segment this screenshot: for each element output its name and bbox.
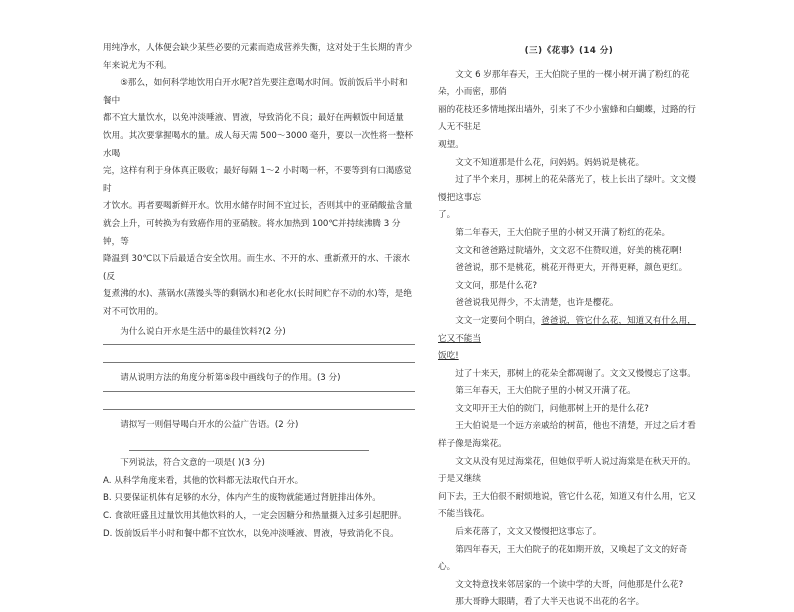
option-d[interactable] [103,526,415,544]
option-c[interactable] [103,508,415,526]
story-text: 文文 6 岁那年春天，王大伯院子里的一棵小树开满了粉红的花朵，小而密，那俏 [438,69,690,98]
option-text: 从科学角度来看，其他的饮料都无法取代白开水。 [114,475,304,486]
paragraph-5-line: 复煮沸的水)、蒸锅水(蒸馒头等的剩锅水)和老化水(长时间贮存不动的水)等，是绝 [103,289,412,300]
story-line [438,454,700,489]
story-line [438,155,700,173]
option-a[interactable] [103,473,415,491]
story-text: 爸爸说，那不是桃花，桃花开得更大，开得更释，颜色更红。 [455,263,688,274]
paragraph-5-line: 降温到 30℃以下后最适合安全饮用。而生水、不开的水、重新煮开的水、千滚水(反 [103,254,410,282]
story-line [438,313,700,348]
story-text: 后来花落了，文文又慢慢把这事忘了。 [455,527,602,538]
story-line [438,260,700,278]
story-text: 文文一定要问个明白， [455,315,542,326]
story-line [438,67,700,102]
paragraph-5-line: ⑤那么，如何科学地饮用白开水呢?首先要注意喝水时间。饭前饭后半小时和餐中 [103,78,408,106]
question-3: 请拟写一则倡导喝白开水的公益广告语。(2 分) [120,419,299,430]
option-label: D. [103,528,113,539]
story-line [438,418,700,453]
underlined-sentence: 饭吃! [438,351,459,362]
story-text: 文文和爸爸路过院墙外，文文忍不住赞叹道，好美的桃花啊! [455,245,683,256]
paragraph-5-line: 才饮水。再者要喝新鲜开水。饮用水储存时间不宜过长，否则其中的亚硝酸盐含量 [103,201,413,212]
question-4: 下列说法，符合文意的一项是( )(3 分) [120,458,265,469]
story-text: 文文不知道那是什么花，问妈妈。妈妈说是桃花。 [455,157,645,168]
story-line [438,348,700,366]
story-text: 观望。 [438,139,464,150]
story-text: 文文从没有见过海棠花，但她似乎听人说过海棠是在秋天开的。于是又继续 [438,456,696,485]
paragraph-5 [103,75,415,321]
story-line [438,383,700,401]
story-line [438,524,700,542]
story-line [438,102,700,137]
story-line [438,577,700,595]
paragraph-5-line: 完，这样有利于身体真正吸收；最好每隔 1～2 小时喝一杯，不要等到有口渴感觉时 [103,166,412,194]
right-column [438,40,700,612]
story-line [438,243,700,261]
story-text: 丽的花枝还多情地探出墙外，引来了不少小蜜蜂和白蝴蝶，过路的行人无不驻足 [438,104,696,133]
passage-continuation-line-2: 年来说尤为不利。 [103,60,172,71]
story-text: 第二年春天，王大伯院子里的小树又开满了粉红的花朵。 [455,227,671,238]
option-text: 饭前饭后半小时和餐中都不宜饮水，以免冲淡唾液、胃液，导致消化不良。 [115,528,399,539]
story-text: 过了半个来月，那树上的花朵落光了，枝上长出了绿叶。文文慢慢把这事忘 [438,175,696,203]
story-line [438,225,700,243]
paragraph-5-line: 都不宜大量饮水，以免冲淡唾液、胃液，导致消化不良；最好在两顿饭中间适量 [103,113,404,124]
left-column [103,40,415,543]
story-passage [438,67,700,612]
answer-line[interactable] [103,391,415,392]
story-text: 问下去，王大伯很不耐烦地说，管它什么花，知道又有什么用，它又不能当钱花。 [438,491,696,520]
question-1: 为什么说白开水是生活中的最佳饮料?(2 分) [120,326,286,337]
answer-line[interactable] [103,409,415,410]
paragraph-5-line: 就会上升，可转换为有致癌作用的亚硝胺。将水加热到 100℃并持续沸腾 3 分钟，等 [103,218,401,247]
story-text: 王大伯说是一个远方亲戚给的树苗，他也不清楚，开过之后才看样子像是海棠花。 [438,421,696,450]
option-label: A. [103,475,112,486]
story-text: 文文叩开王大伯的院门，问他那树上开的是什么花? [455,403,649,414]
option-text: 食欲旺盛且过量饮用其他饮料的人，一定会因糖分和热量摄入过多引起肥胖。 [114,511,407,522]
story-text: 第三年春天，王大伯院子里的小树又开满了花。 [455,386,636,397]
answer-line[interactable] [129,450,369,451]
story-text: 文文问，那是什么花? [455,280,538,291]
answer-line[interactable] [103,344,415,345]
story-line [438,594,700,612]
answer-line[interactable] [103,362,415,363]
story-text: 了。 [438,210,456,221]
story-line [438,278,700,296]
story-line [438,542,700,577]
story-line [438,207,700,225]
story-text: 第四年春天，王大伯院子的花如期开放，又唤起了文文的好奇心。 [438,544,688,573]
option-b[interactable] [103,490,415,508]
story-line [438,137,700,155]
option-label: C. [103,511,112,522]
paragraph-5-line: 对不可饮用的。 [103,306,164,317]
story-line [438,172,700,207]
story-line [438,366,700,384]
question-2: 请从说明方法的角度分析第⑤段中画线句子的作用。(3 分) [120,373,341,384]
option-label: B. [103,493,112,504]
story-text: 文文特意找来邻居家的一个读中学的大哥，问他那是什么花? [455,579,684,590]
section-title: (三)《花事》(14 分) [524,46,614,56]
underlined-sentence: 爸爸说，管它什么花，知道又有什么用，它又不能当 [438,315,696,344]
story-text: 那大哥睁大眼睛，看了大半天也说不出花的名字。 [455,597,645,608]
passage-continuation-line-1: 用纯净水，人体便会缺少某些必要的元素而造成营养失衡，这对处于生长期的青少 [103,43,413,53]
story-line [438,295,700,313]
options-list [103,473,415,543]
paragraph-5-line: 饮用。其次要掌握喝水的量。成人每天需 500～3000 毫升，要以一次性将一整杯水喝 [103,130,414,159]
story-text: 爸爸说我见得少，不太清楚，也许是樱花。 [455,298,619,309]
story-text: 过了十来天，那树上的花朵全都凋谢了。文文又慢慢忘了这事。 [455,368,696,379]
story-line [438,401,700,419]
story-line [438,489,700,524]
option-text: 只要保证机体有足够的水分，体内产生的废物就能通过肾脏排出体外。 [114,493,381,504]
